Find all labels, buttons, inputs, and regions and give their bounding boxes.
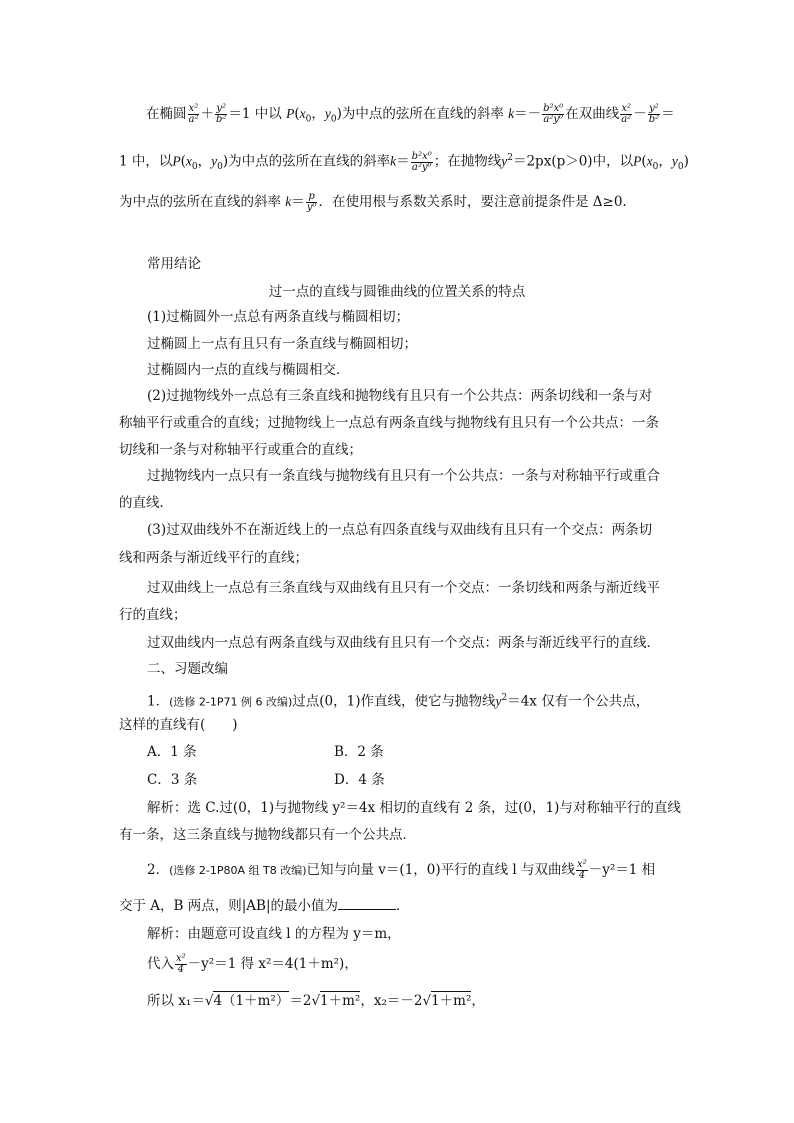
fraction: $\frac{\text{x²}}{\text{a²}}$ [188,103,199,125]
text: ，x₂＝－2 [360,993,423,1009]
text: ， [471,993,485,1009]
option-b: B．2 条 [334,744,384,760]
option-c: C．3 条 [147,772,198,788]
fraction: $\frac{\text{b²x⁰}}{\text{a²y⁰}}$ [543,103,564,125]
fraction: $\frac{\text{x²}}{4}$ [577,859,587,881]
conclusion-line: 过椭圆内一点的直线与椭圆相交． [147,362,350,378]
fraction: $\frac{p}{\text{y⁰}}$ [306,191,317,213]
text: 在双曲线 [565,106,620,122]
solution-line: 解析：选 C.过(0，1)与抛物线 y²＝4x 相切的直线有 2 条，过(0，1)与对称轴平行的直线 [147,800,681,816]
conclusion-line: (1)过椭圆外一点总有两条直线与椭圆相切； [147,309,410,325]
section-heading: 常用结论 [147,256,201,272]
conclusion-line: 过椭圆上一点有且只有一条直线与椭圆相切； [147,336,417,352]
option-d: D．4 条 [334,772,385,788]
text: ．在使用根与系数关系时，要注意前提条件是 Δ≥0. [318,194,627,210]
solution-line: 有一条，这三条直线与抛物线都只有一个公共点． [119,827,416,843]
conclusion-line: 的直线． [119,495,173,511]
conclusion-line: 过双曲线内一点总有两条直线与双曲线有且只有一个交点：两条与渐近线平行的直线． [147,635,660,651]
conclusion-line: (3)过双曲线外不在渐近线上的一点总有四条直线与双曲线有且只有一个交点：两条切 [147,522,653,538]
text: 1 中，以 [119,153,173,170]
fraction: $\frac{\text{y²}}{\text{b²}}$ [215,103,227,125]
text: ＝2 [289,993,312,1009]
para1-line2: 1 中，以$P(x_0$，$y_0$)为中点的弦所在直线的斜率k＝ $\frac{\text{b²x⁰}}{\text{a²y⁰}}$ ；在抛物线$y^2=2px(p>0)$中，以$P(x_0$，$y_0$) [119,150,689,173]
text: －y²＝1 得 x²＝4(1＋m²)， [187,956,358,972]
para1-line1: 在椭圆 $\frac{\text{x²}}{\text{a²}}$ ＋ $\frac{\text{y²}}{\text{b²}}$ ＝1 中以 $P(x_0$，$y_0$)为中点的弦所在直线的斜率 k＝－ $\frac{\text{b²x⁰}}{\text{a²y⁰}}$ 在双曲线 $\frac{\text{x²}}{\text{a²}}$ － $\frac{\text{y²}}{\text{b²}}$ ＝ [146,103,675,125]
conclusion-line: 称轴平行或重合的直线；过抛物线上一点总有两条直线与抛物线有且只有一个公共点：一条 [119,415,659,431]
question-2-line2 [119,896,410,916]
question-source: (选修 2-1P71 例 6 改编) [169,695,293,709]
conclusion-line: 过抛物线内一点只有一条直线与抛物线有且只有一个公共点：一条与对称轴平行或重合 [147,468,660,484]
text: ． [396,898,410,914]
question-2 [147,860,655,881]
text: ＝2px(p＞0)中，以 [512,153,634,170]
text: 过点(0，1)作直线，使它与抛物线 [292,693,496,710]
fraction: $\frac{\text{x²}}{\text{a²}}$ [621,103,632,125]
conclusion-line: (2)过抛物线外一点总有三条直线和抛物线有且只有一个公共点：两条切线和一条与对 [147,388,653,404]
fraction: $\frac{\text{y²}}{\text{b²}}$ [648,103,660,125]
solution-line: 所以 x₁＝√4（1＋m²）＝2√1＋m²，x₂＝－2√1＋m²， [147,993,485,1009]
text: 交于 A，B 两点，则|AB|的最小值为 [119,898,339,914]
solution-line [147,954,358,975]
text: 为中点的弦所在直线的斜率 [119,194,286,210]
center-title: 过一点的直线与圆锥曲线的位置关系的特点 [268,284,526,300]
question-1-line2: 这样的直线有( ) [119,717,238,733]
conclusion-line: 过双曲线上一点总有三条直线与双曲线有且只有一个交点：一条切线和两条与渐近线平 [147,580,660,596]
exercise-heading: 二、习题改编 [147,661,228,677]
conclusion-line: 切线和一条与对称轴平行或重合的直线； [119,442,362,458]
question-number: 2． [147,862,170,878]
fraction: $\frac{\text{x²}}{4}$ [176,953,186,975]
text: －y²＝1 相 [588,862,656,878]
text: 代入 [147,956,174,972]
text: 为中点的弦所在直线的斜率 [341,106,509,122]
text: 在椭圆 [146,106,187,122]
text: ＝1 中以 [228,106,287,122]
conclusion-line: 线和两条与渐近线平行的直线； [119,550,308,566]
text: ＝4x 仅有一个公共点， [507,693,650,710]
para1-line3: 为中点的弦所在直线的斜率 k＝ $\frac{p}{\text{y⁰}}$ ．在使用根与系数关系时，要注意前提条件是 Δ≥0. [119,191,627,213]
solution-line: 解析：由题意可设直线 l 的方程为 y＝m， [147,926,401,942]
question-number: 1． [147,693,170,710]
fraction: $\frac{\text{b²x⁰}}{\text{a²y⁰}}$ [411,150,432,173]
question-1: 1．(选修 2-1P71 例 6 改编)过点(0，1)作直线，使它与抛物线$y^2=4x$ 仅有一个公共点， [147,693,650,710]
text: ；在抛物线 [433,153,502,170]
text: 为中点的弦所在直线的斜率 [228,153,391,170]
answer-blank [338,896,396,910]
text: 已知与向量 v＝(1，0)平行的直线 l 与双曲线 [306,862,576,878]
question-source: (选修 2-1P80A 组 T8 改编) [169,864,307,877]
conclusion-line: 行的直线； [119,607,187,623]
option-a: A．1 条 [147,744,197,760]
text: 所以 x₁＝ [147,993,205,1009]
